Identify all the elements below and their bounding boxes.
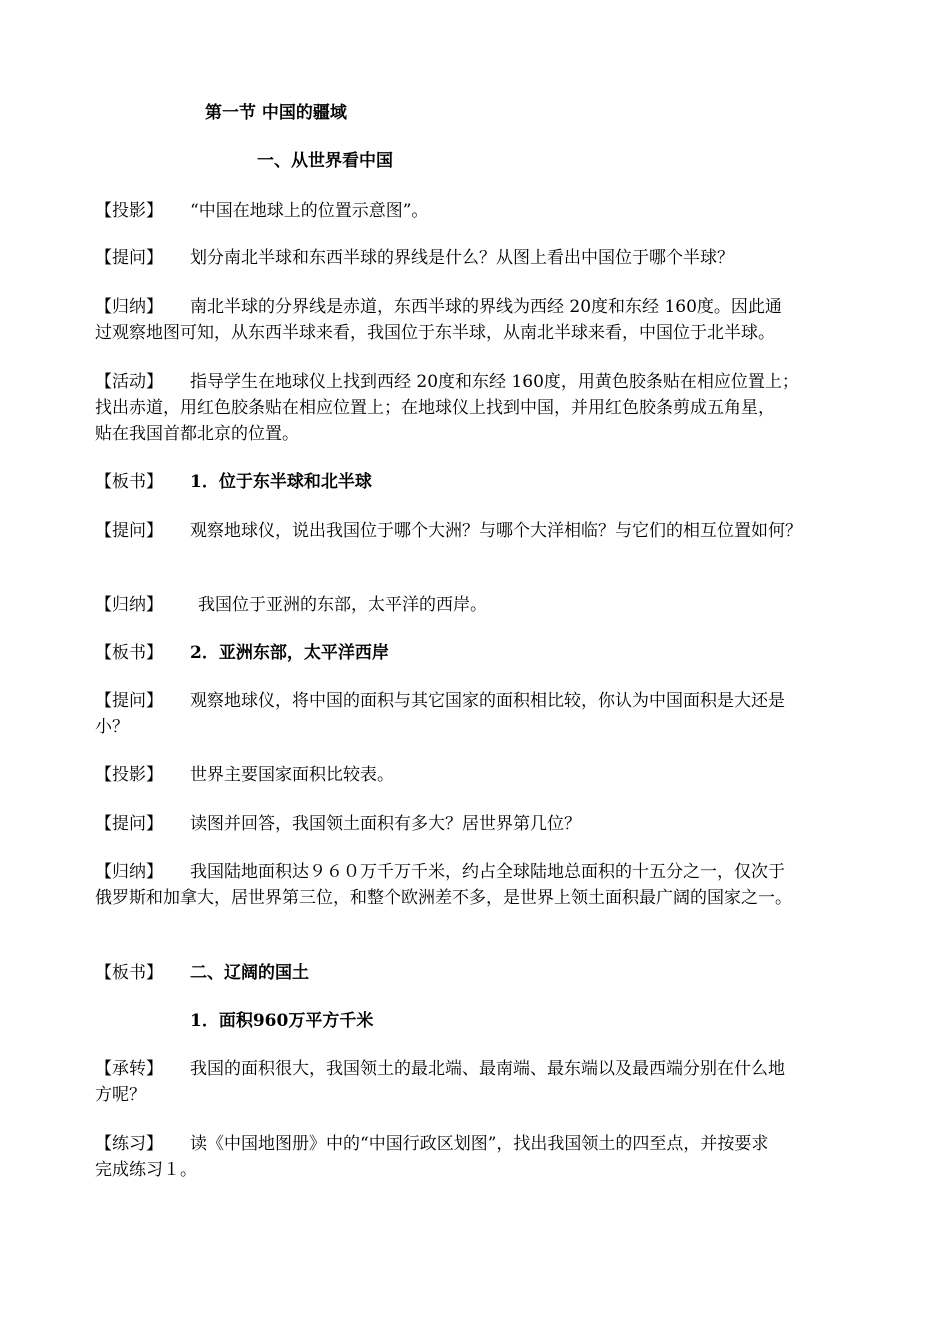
paragraph-summary-3-cont: 俄罗斯和加拿大，居世界第三位，和整个欧洲差不多，是世界上领土面积最广阔的国家之一。 bbox=[95, 888, 792, 908]
paragraph-area-heading: 1．面积960万平方千米 bbox=[190, 1011, 374, 1031]
paragraph-text: 指导学生在地球仪上找到西经 20度和东经 160度，用黄色胶条贴在相应位置上； bbox=[190, 372, 799, 392]
paragraph-question-4 bbox=[95, 811, 581, 837]
paragraph-text: 2．亚洲东部，太平洋西岸 bbox=[190, 643, 389, 663]
paragraph-transition-cont: 方呢？ bbox=[95, 1085, 146, 1105]
paragraph-text: 我国位于亚洲的东部，太平洋的西岸。 bbox=[198, 595, 487, 615]
paragraph-projection-1 bbox=[95, 198, 428, 224]
paragraph-tag: 【板书】 bbox=[95, 643, 163, 663]
paragraph-text: 读《中国地图册》中的“中国行政区划图”，找出我国领土的四至点，并按要求 bbox=[190, 1134, 769, 1154]
paragraph-text: 观察地球仪，将中国的面积与其它国家的面积相比较，你认为中国面积是大还是 bbox=[190, 691, 785, 711]
paragraph-text: 观察地球仪，说出我国位于哪个大洲？与哪个大洋相临？与它们的相互位置如何？ bbox=[190, 521, 802, 541]
section-title: 第一节 中国的疆域 bbox=[205, 103, 347, 123]
paragraph-text: 1．位于东半球和北半球 bbox=[190, 472, 372, 492]
paragraph-blackboard-1 bbox=[95, 469, 372, 495]
paragraph-tag: 【归纳】 bbox=[95, 595, 163, 615]
paragraph-text: 我国陆地面积达９６０万千万千米，约占全球陆地总面积的十五分之一，仅次于 bbox=[190, 862, 785, 882]
paragraph-summary-1 bbox=[95, 294, 782, 320]
paragraph-tag: 【板书】 bbox=[95, 472, 163, 492]
paragraph-text: 世界主要国家面积比较表。 bbox=[190, 765, 394, 785]
paragraph-summary-3 bbox=[95, 859, 785, 885]
paragraph-tag: 【活动】 bbox=[95, 372, 163, 392]
paragraph-question-3-cont: 小？ bbox=[95, 717, 129, 737]
paragraph-tag: 【提问】 bbox=[95, 691, 163, 711]
paragraph-tag: 【提问】 bbox=[95, 814, 163, 834]
paragraph-question-2 bbox=[95, 518, 802, 544]
paragraph-exercise bbox=[95, 1131, 768, 1157]
paragraph-text: 读图并回答，我国领土面积有多大？居世界第几位？ bbox=[190, 814, 581, 834]
paragraph-summary-1-cont: 过观察地图可知，从东西半球来看，我国位于东半球，从南北半球来看，中国位于北半球。 bbox=[95, 323, 775, 343]
paragraph-tag: 【投影】 bbox=[95, 765, 163, 785]
paragraph-activity-cont-1: 找出赤道，用红色胶条贴在相应位置上；在地球仪上找到中国，并用红色胶条剪成五角星， bbox=[95, 398, 775, 418]
paragraph-blackboard-3 bbox=[95, 960, 309, 986]
paragraph-blackboard-2 bbox=[95, 640, 389, 666]
paragraph-tag: 【提问】 bbox=[95, 248, 163, 268]
paragraph-tag: 【归纳】 bbox=[95, 862, 163, 882]
paragraph-activity bbox=[95, 369, 799, 395]
paragraph-tag: 【提问】 bbox=[95, 521, 163, 541]
paragraph-text: “中国在地球上的位置示意图”。 bbox=[190, 201, 429, 221]
paragraph-text: 划分南北半球和东西半球的界线是什么？从图上看出中国位于哪个半球？ bbox=[190, 248, 734, 268]
paragraph-question-1 bbox=[95, 245, 734, 271]
paragraph-tag: 【板书】 bbox=[95, 963, 163, 983]
paragraph-question-3 bbox=[95, 688, 785, 714]
paragraph-exercise-cont: 完成练习１。 bbox=[95, 1160, 197, 1180]
paragraph-transition bbox=[95, 1056, 785, 1082]
paragraph-tag: 【投影】 bbox=[95, 201, 163, 221]
subsection-title: 一、从世界看中国 bbox=[257, 151, 393, 171]
paragraph-text: 我国的面积很大，我国领土的最北端、最南端、最东端以及最西端分别在什么地 bbox=[190, 1059, 785, 1079]
paragraph-tag: 【归纳】 bbox=[95, 297, 163, 317]
paragraph-projection-2 bbox=[95, 762, 394, 788]
paragraph-text: 二、辽阔的国土 bbox=[190, 963, 309, 983]
paragraph-summary-2 bbox=[95, 592, 487, 618]
paragraph-text: 南北半球的分界线是赤道，东西半球的界线为西经 20度和东经 160度。因此通 bbox=[190, 297, 782, 317]
paragraph-activity-cont-2: 贴在我国首都北京的位置。 bbox=[95, 424, 299, 444]
paragraph-tag: 【承转】 bbox=[95, 1059, 163, 1079]
paragraph-tag: 【练习】 bbox=[95, 1134, 163, 1154]
